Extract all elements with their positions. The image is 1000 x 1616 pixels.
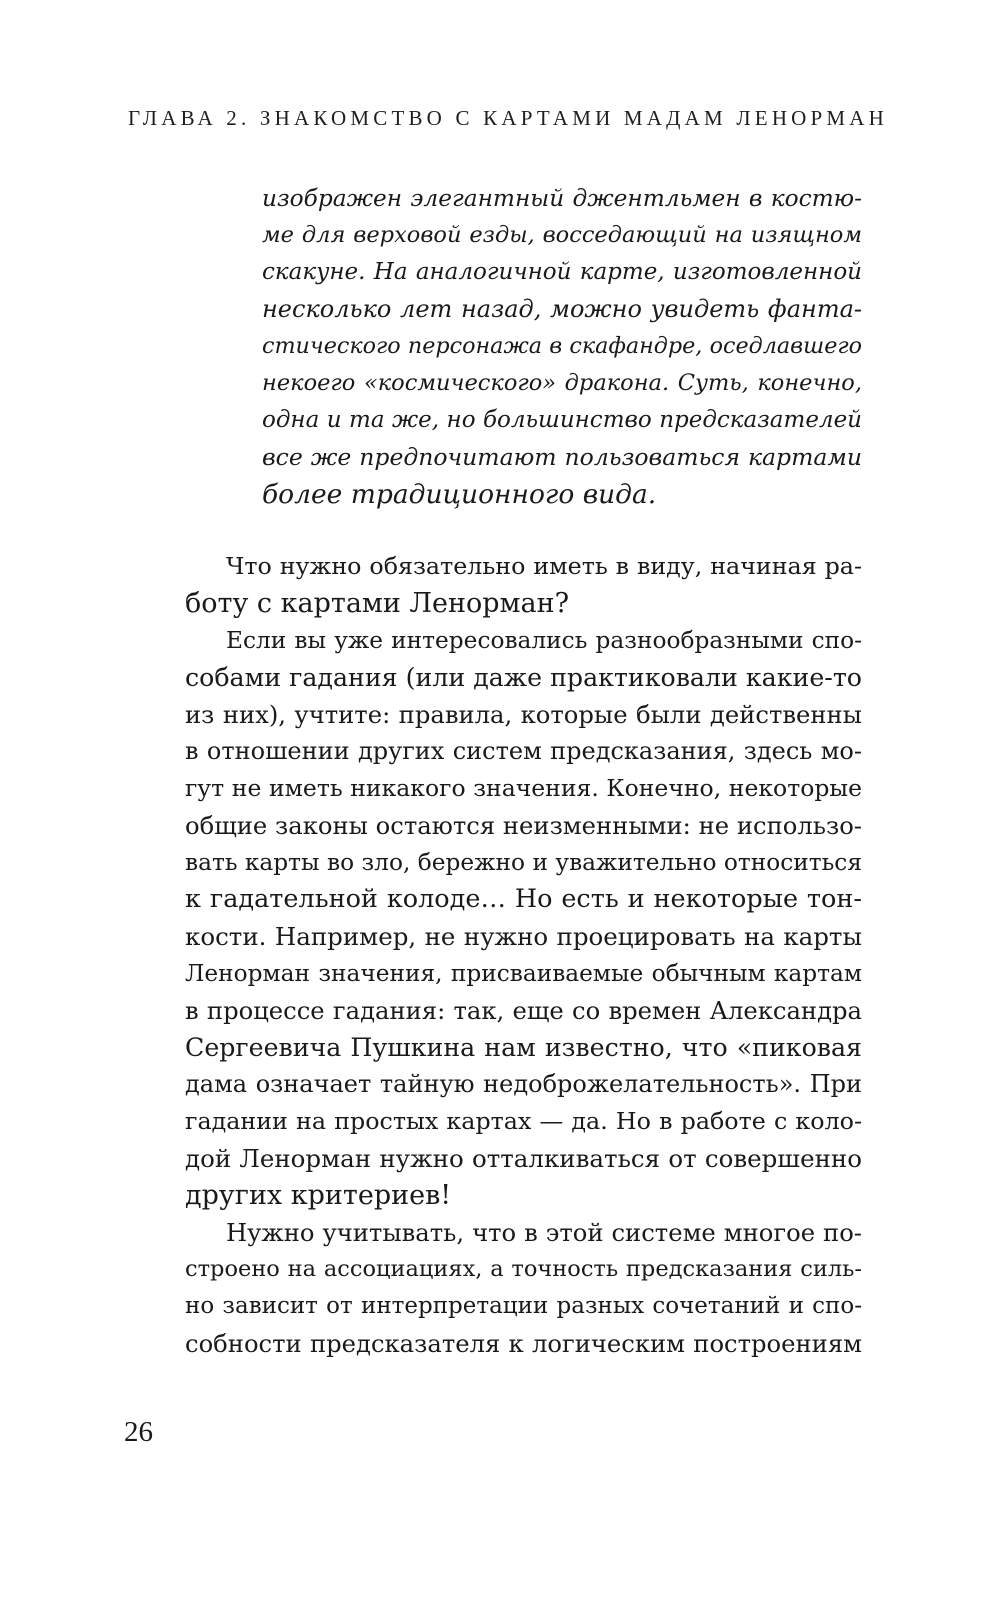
text-line: собности предсказателя к логическим построениям <box>185 1329 862 1358</box>
quote-line: одна и та же, но большинство предсказателей <box>262 407 862 433</box>
text-line: в отношении других систем предсказания, здесь мо- <box>185 737 862 765</box>
paragraph <box>185 548 862 622</box>
text-line: других критериев! <box>185 1180 452 1211</box>
text-line: Сергеевича Пушкина нам известно, что «пиковая <box>185 1033 862 1062</box>
text-line: дама означает тайную недоброжелательность». При <box>185 1070 862 1098</box>
quote-line: несколько лет назад, можно увидеть фанта- <box>262 295 862 323</box>
paragraph <box>185 622 862 1214</box>
running-header: ГЛАВА 2. ЗНАКОМСТВО С КАРТАМИ МАДАМ ЛЕНОРМАН <box>128 106 889 130</box>
quote-line: более традиционного вида. <box>262 479 657 510</box>
text-line: но зависит от интерпретации разных сочетаний и спо- <box>185 1293 862 1319</box>
text-line: в процессе гадания: так, еще со времен Александра <box>185 996 862 1025</box>
text-line: из них), учтите: правила, которые были действенны <box>185 700 862 729</box>
page-number: 26 <box>124 1416 153 1448</box>
text-line: Нужно учитывать, что в этой системе многое по- <box>226 1218 862 1247</box>
text-line: боту с картами Ленорман? <box>185 588 570 619</box>
text-line: строено на ассоциациях, а точность предсказания силь- <box>185 1256 862 1282</box>
text-line: общие законы остаются неизменными: не использо- <box>185 811 862 840</box>
italic-quote-block <box>262 180 862 513</box>
text-line: Что нужно обязательно иметь в виду, начиная ра- <box>226 552 862 580</box>
quote-line: изображен элегантный джентльмен в костю- <box>262 185 862 212</box>
text-line: кости. Например, не нужно проецировать на карты <box>185 922 862 951</box>
text-line: к гадательной колоде… Но есть и некоторые тон- <box>185 884 862 914</box>
quote-line: ме для верховой езды, восседающий на изящном <box>262 222 862 248</box>
body-text <box>185 548 862 1362</box>
text-line: гут не иметь никакого значения. Конечно, некоторые <box>185 774 862 802</box>
text-line: собами гадания (или даже практиковали какие-то <box>185 663 862 692</box>
text-line: Ленорман значения, присваиваемые обычным картам <box>185 960 862 987</box>
text-line: дой Ленорман нужно отталкиваться от совершенно <box>185 1144 862 1173</box>
text-line: гадании на простых картах — да. Но в работе с коло- <box>185 1107 862 1135</box>
text-line: Если вы уже интересовались разнообразными спо- <box>226 627 862 654</box>
text-line: вать карты во зло, бережно и уважительно относиться <box>185 849 862 876</box>
paragraph <box>185 1214 862 1362</box>
quote-line: стического персонажа в скафандре, оседлавшего <box>262 333 862 359</box>
quote-line: все же предпочитают пользоваться картами <box>262 443 862 471</box>
quote-line: некоего «космического» дракона. Суть, конечно, <box>262 370 862 396</box>
quote-line: скакуне. На аналогичной карте, изготовленной <box>262 259 862 285</box>
